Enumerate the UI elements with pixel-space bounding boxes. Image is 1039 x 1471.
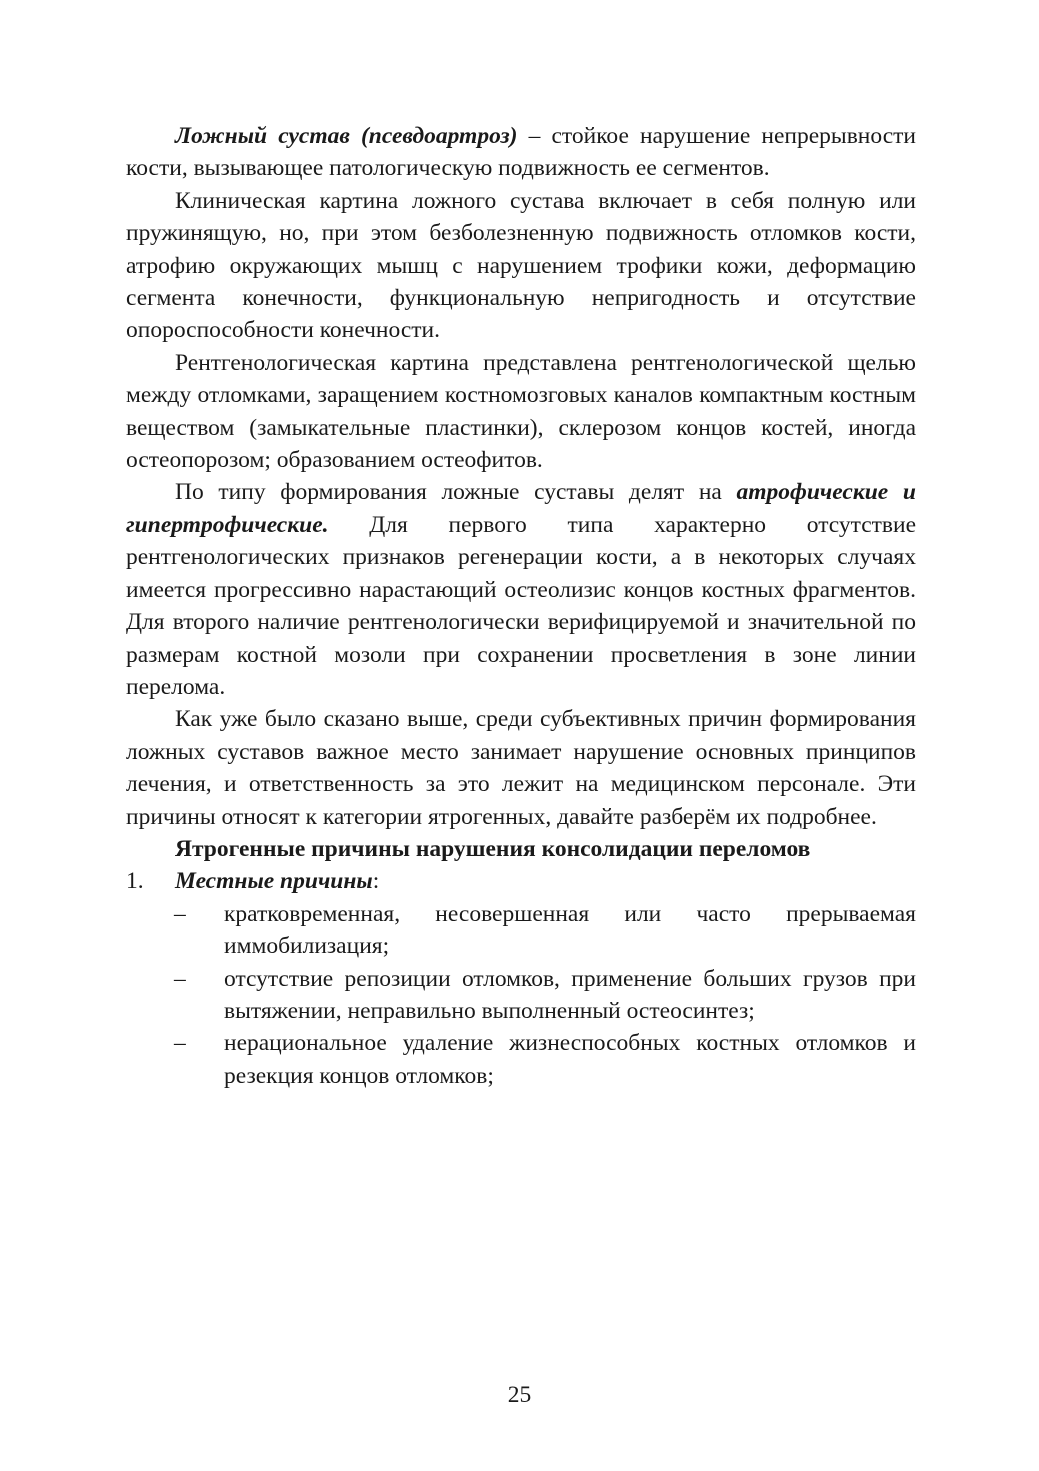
paragraph-radiological-picture: Рентгенологическая картина представлена рентгенологической щелью между отломками, заращением костномозговых каналов компактным костным веществом (замыкательные пластинки), склерозом концов костей, иногда остеопорозом; образованием остеофитов. — [126, 349, 916, 474]
list-item — [126, 1027, 916, 1092]
term-types: атрофические и гипертрофические. — [126, 479, 916, 538]
paragraph-iatrogenic-intro: Как уже было сказано выше, среди субъективных причин формирования ложных суставов важное место занимает нарушение основных принципов лечения, и ответственность за это лежит на медицинском персонале. Эти причины относят к категории ятрогенных, давайте разберём их подробнее. — [126, 706, 916, 830]
list-item-text: кратковременная, несовершенная или часто прерываемая иммобилизация; — [224, 900, 916, 960]
list-item — [126, 898, 916, 963]
term-pseudarthrosis: Ложный сустав (псевдоартроз) — [175, 123, 518, 149]
types-rest-text: Для первого типа характерно отсутствие рентгенологических признаков регенерации кости, а в некоторых случаях имеется прогрессивно нарастающий остеолизис концов костных фрагментов. Для второго наличие рентгенологически верифицируемой и значительной по размерам костной мозоли при сохранении просветления в зоне линии перелома. — [126, 511, 916, 700]
dash-marker: – — [174, 1030, 186, 1057]
item-number: 1. — [126, 868, 144, 895]
paragraph-clinical-picture: Клиническая картина ложного сустава включает в себя полную или пружинящую, но, при этом безболезненную подвижность отломков кости, атрофию окружающих мышц с нарушением трофики кожи, деформацию сегмента конечности, функциональную непригодность и отсутствие опороспособности конечности. — [126, 187, 916, 344]
list-item-text: нерациональное удаление жизнеспособных костных отломков и резекция концов отломков; — [224, 1030, 916, 1089]
item-title: Местные причины — [175, 868, 373, 895]
paragraph-definition — [126, 120, 916, 185]
list-item — [126, 963, 916, 1028]
item-title-colon: : — [372, 868, 380, 895]
definition-text: – стойкое нарушение непрерывности кости, вызывающее патологическую подвижность ее сегментов. — [126, 123, 916, 182]
page-number: 25 — [507, 1382, 532, 1408]
types-lead-text: По типу формирования ложные суставы делят на — [175, 479, 737, 506]
list-item-text: отсутствие репозиции отломков, применение больших грузов при вытяжении, неправильно выполненный остеосинтез; — [224, 965, 916, 1024]
paragraph-types — [126, 476, 916, 703]
dash-marker: – — [174, 900, 186, 927]
dash-list — [126, 898, 916, 1092]
page-body — [126, 120, 916, 1092]
numbered-item — [126, 865, 916, 897]
dash-marker: – — [174, 965, 186, 992]
section-heading: Ятрогенные причины нарушения консолидации переломов — [175, 835, 811, 862]
